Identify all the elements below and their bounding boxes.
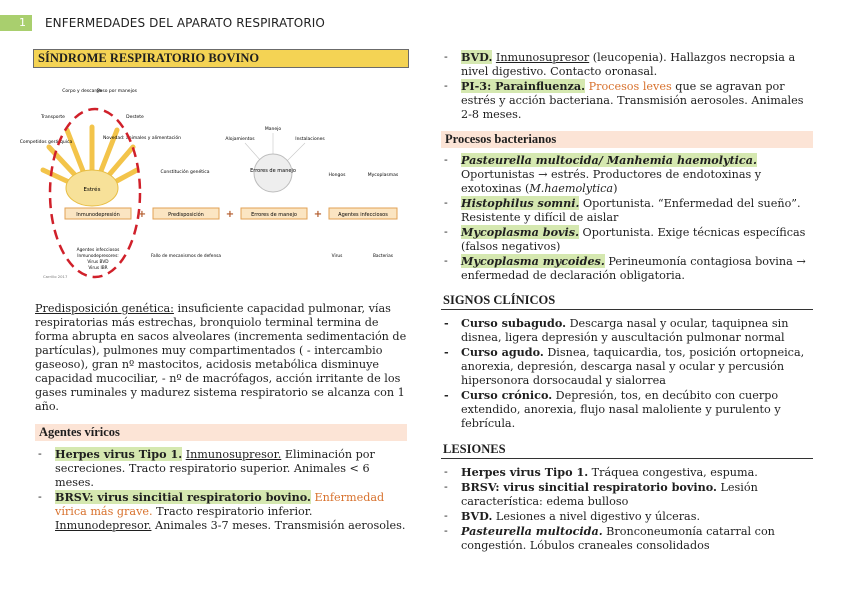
predisposicion-paragraph <box>35 302 407 414</box>
agente-name: Herpes virus Tipo 1. <box>55 447 183 461</box>
bottom-bacterias: Bacterias <box>372 254 394 259</box>
list-item: - Curso subagudo. Descarga nasal y ocular, taquipnea sin disnea, ligera depresión y auscultación pulmonar normal <box>444 316 789 344</box>
predisposicion-label: Predisposición genética: <box>35 302 174 315</box>
svg-text:+: + <box>313 209 323 220</box>
bottom-mid: Fallo de mecanismos de defensa <box>150 254 222 259</box>
list-item: - Mycoplasma bovis. Oportunista. Exige técnicas específicas (falsos negativos) <box>444 225 806 253</box>
section-agentes-viricos: Agentes víricos <box>35 424 407 441</box>
errors-circle-label: Errores de manejo <box>250 168 296 174</box>
list-item: - Histophilus somni. Oportunista. “Enfermedad del sueño”. Resistente y difícil de aislar <box>444 196 801 224</box>
signos-list <box>441 316 813 431</box>
bottom-virus: Virus <box>331 254 343 259</box>
cause-3: Transporte <box>41 115 65 120</box>
svg-text:+: + <box>225 209 235 220</box>
list-item: - Curso agudo. Disnea, taquicardia, tos, posición ortopneica, anorexia, depresión, descarga nasal y ocular y percusión hipersonora dorsocaudal y sialorrea <box>444 345 805 387</box>
list-item: - Curso crónico. Depresión, tos, en decúbito con cuerpo extendido, anorexia, flujo nasal maloliente y purulento y febrícula. <box>444 388 781 430</box>
cause-2: Peso por manejos <box>97 89 137 94</box>
agent-type-1: Hongos <box>328 173 346 178</box>
srb-diagram <box>19 75 405 285</box>
agent-type-2: Mycoplasmas <box>367 173 399 178</box>
stress-label: Estrés <box>83 187 101 193</box>
bottom-left-2: Inmunodepresores: <box>77 254 119 259</box>
predisposicion-text: insuficiente capacidad pulmonar, vías respiratorias más estrechas, bronquiolo terminal termina de forma abrupta en sacos alveolares (incrementa sedimentación de partículas), pulmones muy compartimentados ( - intercambio gaseoso), gran nº mastocitos, acidosis metabólica disminuye capacidad mucociliar, - nº de macrófagos, acción irritante de los gases ruminales y madurez sistema respiratorio se alcanza con 1 año. <box>35 302 407 413</box>
bottom-left-4: Virus IBR <box>88 266 108 271</box>
list-item: - BVD. Lesiones a nivel digestivo y úlceras. <box>444 509 701 523</box>
svg-text:+: + <box>137 209 147 220</box>
cause-4: Destete <box>126 115 144 120</box>
page-header <box>0 15 848 33</box>
lesiones-list <box>441 465 813 553</box>
mgmt-item-1: Manejo <box>264 127 282 132</box>
section-procesos-bacterianos: Procesos bacterianos <box>441 131 813 148</box>
agentes-list <box>35 447 407 533</box>
list-item: - Pasteurella multocida. Bronconeumonía catarral con congestión. Lóbulos craneales consolidados <box>444 524 775 552</box>
bottom-left-1: Agentes infecciosos <box>76 248 120 253</box>
bacterial-list <box>441 153 813 283</box>
list-item: - BRSV: virus sincitial respiratorio bovino. Enfermedad vírica más grave. Tracto respiratorio inferior. Inmunodepresor. Animales 3-7 meses. Transmisión aerosoles. <box>38 490 406 532</box>
mgmt-item-2: Alojamientos <box>225 137 255 142</box>
list-item: - BRSV: virus sincitial respiratorio bovino. Lesión característica: edema bulloso <box>444 480 758 508</box>
list-item: - Pasteurella multocida/ Manhemia haemolytica. Oportunistas → estrés. Productores de endotoxinas y exotoxinas (M.haemolytica) <box>444 153 762 195</box>
list-item: - Mycoplasma mycoides. Perineumonía contagiosa bovina → enfermedad de declaración obligatoria. <box>444 254 806 282</box>
cause-1: Corpo y descarga <box>62 89 102 94</box>
page-number: 1 <box>0 15 32 31</box>
diagram-credit: Carrillo 2017 <box>43 274 68 279</box>
box-3: Errores de manejo <box>251 212 297 218</box>
cause-6: Novedad: animales y alimentación <box>103 136 181 141</box>
virus-continued-list <box>441 50 813 122</box>
mgmt-item-3: Instalaciones <box>295 137 325 142</box>
list-item: - PI-3: Parainfluenza. Procesos leves que se agravan por estrés y acción bacteriana. Transmisión aerosoles. Animales 2-8 meses. <box>444 79 804 121</box>
genetic-label: Constitución genética <box>160 170 210 175</box>
section-signos-clinicos: SIGNOS CLÍNICOS <box>441 292 813 310</box>
agente-name: BRSV: virus sincitial respiratorio bovino. <box>55 490 311 504</box>
section-title-srb: SÍNDROME RESPIRATORIO BOVINO <box>33 49 409 68</box>
right-column <box>441 50 813 553</box>
document-title: ENFERMEDADES DEL APARATO RESPIRATORIO <box>45 16 325 30</box>
box-4: Agentes infecciosos <box>338 212 388 218</box>
cause-5: Competidos gerárquica <box>19 140 73 145</box>
left-text <box>35 302 407 533</box>
box-2: Predisposición <box>168 212 204 218</box>
bottom-left-3: Virus BVD <box>87 260 109 265</box>
list-item: - Herpes virus Tipo 1. Tráquea congestiva, espuma. <box>444 465 758 479</box>
left-column <box>33 49 409 68</box>
box-1: Inmunodepresión <box>76 212 120 218</box>
section-lesiones: LESIONES <box>441 441 813 459</box>
list-item: - Herpes virus Tipo 1. Inmunosupresor. Eliminación por secreciones. Tracto respiratorio superior. Animales < 6 meses. <box>38 447 375 489</box>
list-item: - BVD. Inmunosupresor (leucopenia). Hallazgos necropsia a nivel digestivo. Contacto oronasal. <box>444 50 796 78</box>
